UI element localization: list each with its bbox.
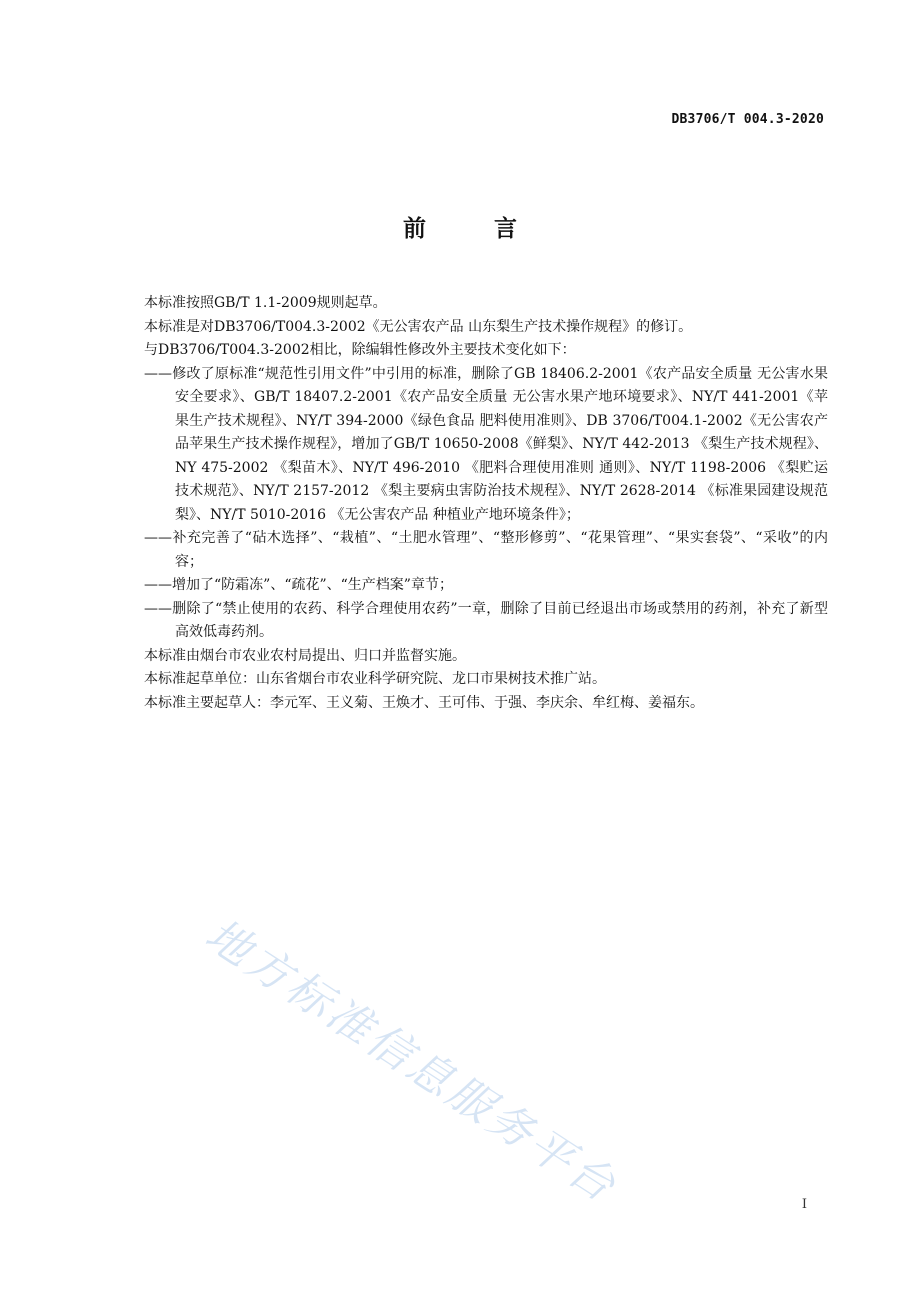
paragraph-revision-note: 本标准是对DB3706/T004.3-2002《无公害农产品 山东梨生产技术操作规程》的修订。	[144, 318, 693, 335]
page-number: I	[801, 1197, 807, 1212]
paragraph-drafting-units: 本标准起草单位：山东省烟台市农业科学研究院、龙口市果树技术推广站。	[144, 671, 606, 687]
list-item: ——补充完善了“砧木选择”、“栽植”、“土肥水管理”、“整形修剪”、“花果管理”、“果实套袋”、“采收”的内容；	[144, 530, 828, 570]
page-title: 前 言	[402, 216, 547, 242]
list-item: ——修改了原标准“规范性引用文件”中引用的标准，删除了GB 18406.2-2001《农产品安全质量 无公害水果安全要求》、GB/T 18407.2-2001《农产品安全质量 无公害水果产地环境要求》、NY/T 441-2001《苹果生产技术规程》、NY/T 394-2000《绿色食品 肥料使用准则》、DB 3706/T004.1-2002《无公害农产品苹果生产技术操作规程》，增加了GB/T 10650-2008《鲜梨》、NY/T 442-2013 《梨生产技术规程》、NY 475-2002 《梨苗木》、NY/T 496-2010 《肥料合理使用准则 通则》、NY/T 1198-2006 《梨贮运技术规范》、NY/T 2157-2012 《梨主要病虫害防治技术规程》、NY/T 2628-2014 《标准果园建设规范 梨》、NY/T 5010-2016 《无公害农产品 种植业产地环境条件》；	[144, 365, 828, 523]
document-code: DB3706/T 004.3-2020	[671, 112, 824, 127]
list-item: ——删除了“禁止使用的农药、科学合理使用农药”一章，删除了目前已经退出市场或禁用的药剂，补充了新型高效低毒药剂。	[144, 600, 828, 640]
list-item: ——增加了“防霜冻”、“疏花”、“生产档案”章节；	[144, 577, 453, 593]
paragraph-proposer: 本标准由烟台市农业农村局提出、归口并监督实施。	[144, 647, 466, 664]
paragraph-changes-intro: 与DB3706/T004.3-2002相比，除编辑性修改外主要技术变化如下：	[144, 342, 576, 358]
paragraph-drafters: 本标准主要起草人：李元军、王义菊、王焕才、王可伟、于强、李庆余、牟红梅、姜福东。	[144, 694, 704, 711]
paragraph-drafting-rules: 本标准按照GB/T 1.1-2009规则起草。	[144, 295, 387, 311]
watermark: 地方标准信息服务平台	[196, 909, 627, 1214]
foreword-body	[144, 292, 828, 715]
